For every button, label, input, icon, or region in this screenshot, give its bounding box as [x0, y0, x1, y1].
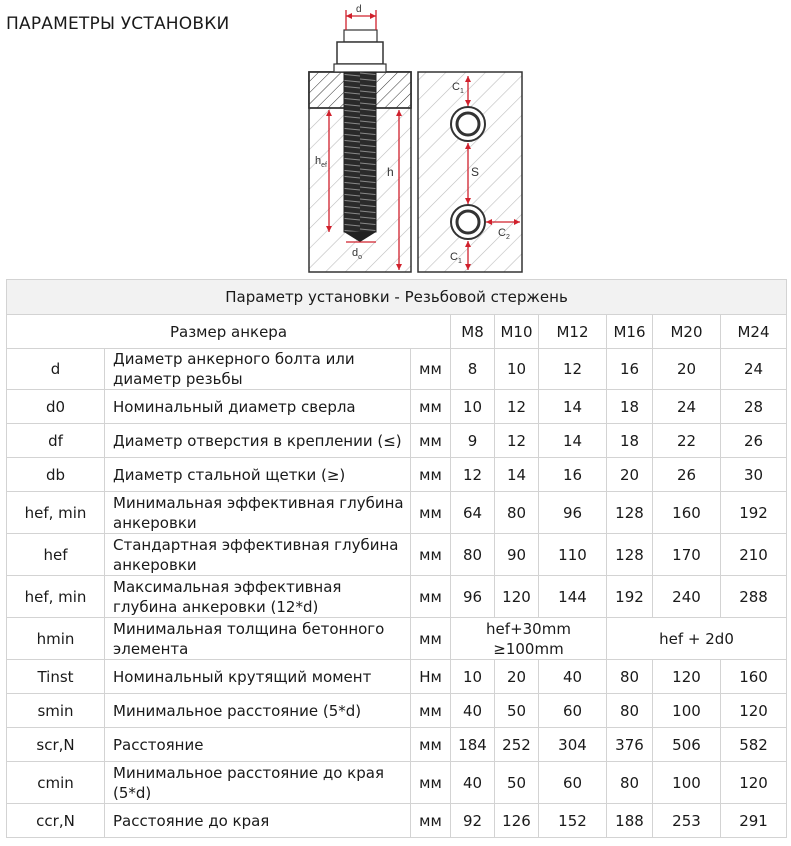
table-row [7, 804, 787, 838]
value-cell: 126 [495, 804, 539, 838]
value-cell: 22 [653, 424, 721, 458]
value-cell: 18 [607, 424, 653, 458]
row-symbol: ccr,N [7, 804, 105, 838]
value-cell: 80 [607, 660, 653, 694]
value-cell: 252 [495, 728, 539, 762]
table-row [7, 576, 787, 618]
value-cell: 26 [653, 458, 721, 492]
row-description: Минимальная толщина бетонного элемента [105, 618, 411, 660]
value-cell: 90 [495, 534, 539, 576]
value-cell: 160 [653, 492, 721, 534]
value-cell: 92 [451, 804, 495, 838]
hmin-small-value [451, 618, 607, 660]
value-cell: 120 [495, 576, 539, 618]
value-cell: 100 [653, 694, 721, 728]
value-cell: 582 [721, 728, 787, 762]
value-cell: 12 [495, 424, 539, 458]
value-cell: 288 [721, 576, 787, 618]
value-cell: 80 [495, 492, 539, 534]
row-unit: мм [411, 762, 451, 804]
row-description: Минимальное расстояние (5*d) [105, 694, 411, 728]
hmin-small-line1: hef+30mm [486, 619, 571, 638]
value-cell: 184 [451, 728, 495, 762]
row-symbol: hef [7, 534, 105, 576]
value-cell: 110 [539, 534, 607, 576]
row-description: Диаметр анкерного болта или диаметр резьбы [105, 349, 411, 390]
size-m8: M8 [451, 315, 495, 349]
table-row [7, 458, 787, 492]
size-m16: M16 [607, 315, 653, 349]
row-unit: мм [411, 694, 451, 728]
value-cell: 12 [495, 390, 539, 424]
row-unit: мм [411, 349, 451, 390]
row-symbol: scr,N [7, 728, 105, 762]
table-row [7, 390, 787, 424]
value-cell: 14 [539, 424, 607, 458]
row-description: Минимальное расстояние до края (5*d) [105, 762, 411, 804]
table-row [7, 534, 787, 576]
value-cell: 40 [451, 762, 495, 804]
table-row [7, 492, 787, 534]
size-m12: M12 [539, 315, 607, 349]
value-cell: 304 [539, 728, 607, 762]
value-cell: 210 [721, 534, 787, 576]
row-unit: мм [411, 424, 451, 458]
size-m24: M24 [721, 315, 787, 349]
row-symbol: cmin [7, 762, 105, 804]
value-cell: 40 [451, 694, 495, 728]
value-cell: 120 [721, 762, 787, 804]
value-cell: 160 [721, 660, 787, 694]
size-header-label: Размер анкера [7, 315, 451, 349]
value-cell: 8 [451, 349, 495, 390]
table-row [7, 660, 787, 694]
svg-text:d: d [356, 4, 362, 15]
value-cell: 18 [607, 390, 653, 424]
value-cell: 192 [721, 492, 787, 534]
value-cell: 506 [653, 728, 721, 762]
row-symbol: smin [7, 694, 105, 728]
value-cell: 120 [653, 660, 721, 694]
row-unit: мм [411, 458, 451, 492]
value-cell: 9 [451, 424, 495, 458]
value-cell: 60 [539, 694, 607, 728]
value-cell: 60 [539, 762, 607, 804]
row-symbol: hef, min [7, 492, 105, 534]
value-cell: 152 [539, 804, 607, 838]
svg-text:S: S [471, 165, 480, 179]
value-cell: 240 [653, 576, 721, 618]
value-cell: 64 [451, 492, 495, 534]
value-cell: 50 [495, 762, 539, 804]
value-cell: 12 [451, 458, 495, 492]
row-symbol: d [7, 349, 105, 390]
installation-diagram [300, 0, 540, 280]
table-row [7, 349, 787, 390]
value-cell: 100 [653, 762, 721, 804]
value-cell: 50 [495, 694, 539, 728]
row-unit: Нм [411, 660, 451, 694]
table-row [7, 728, 787, 762]
value-cell: 80 [607, 762, 653, 804]
value-cell: 96 [539, 492, 607, 534]
svg-text:C1: $C_1$ [450, 251, 462, 265]
row-description: Минимальная эффективная глубина анкеровки [105, 492, 411, 534]
svg-text:do: $d_o$ [352, 247, 363, 261]
value-cell: 14 [539, 390, 607, 424]
value-cell: 16 [607, 349, 653, 390]
size-header-row [7, 315, 787, 349]
value-cell: 80 [451, 534, 495, 576]
value-cell: 120 [721, 694, 787, 728]
row-unit: мм [411, 492, 451, 534]
row-symbol: df [7, 424, 105, 458]
page-title: ПАРАМЕТРЫ УСТАНОВКИ [6, 14, 230, 34]
value-cell: 12 [539, 349, 607, 390]
value-cell: 20 [495, 660, 539, 694]
row-unit: мм [411, 728, 451, 762]
row-unit: мм [411, 804, 451, 838]
value-cell: 128 [607, 492, 653, 534]
row-symbol: hmin [7, 618, 105, 660]
value-cell: 20 [653, 349, 721, 390]
value-cell: 40 [539, 660, 607, 694]
value-cell: 144 [539, 576, 607, 618]
svg-text:hef: $h_{ef}$ [315, 155, 327, 169]
value-cell: 30 [721, 458, 787, 492]
row-description: Стандартная эффективная глубина анкеровки [105, 534, 411, 576]
table-row [7, 424, 787, 458]
row-description: Номинальный диаметр сверла [105, 390, 411, 424]
value-cell: 28 [721, 390, 787, 424]
value-cell: 170 [653, 534, 721, 576]
table-row [7, 694, 787, 728]
value-cell: 291 [721, 804, 787, 838]
value-cell: 188 [607, 804, 653, 838]
value-cell: 14 [495, 458, 539, 492]
installation-parameters-table [6, 279, 787, 838]
row-unit: мм [411, 390, 451, 424]
value-cell: 128 [607, 534, 653, 576]
row-symbol: db [7, 458, 105, 492]
row-description: Диаметр отверстия в креплении (≤) [105, 424, 411, 458]
value-cell: 10 [451, 390, 495, 424]
value-cell: 24 [721, 349, 787, 390]
table-row [7, 618, 787, 660]
size-m10: M10 [495, 315, 539, 349]
section-view [309, 4, 411, 272]
svg-text:h: h [387, 165, 394, 179]
row-symbol: hef, min [7, 576, 105, 618]
row-description: Расстояние до края [105, 804, 411, 838]
row-symbol: Tinst [7, 660, 105, 694]
row-unit: мм [411, 618, 451, 660]
value-cell: 376 [607, 728, 653, 762]
hmin-large-value: hef + 2d0 [607, 618, 787, 660]
row-description: Диаметр стальной щетки (≥) [105, 458, 411, 492]
row-description: Максимальная эффективная глубина анкеровки (12*d) [105, 576, 411, 618]
size-m20: M20 [653, 315, 721, 349]
value-cell: 192 [607, 576, 653, 618]
value-cell: 16 [539, 458, 607, 492]
row-description: Номинальный крутящий момент [105, 660, 411, 694]
svg-text:C2: $C_2$ [498, 227, 510, 241]
row-description: Расстояние [105, 728, 411, 762]
hmin-small-line2: ≥100mm [493, 639, 564, 658]
row-unit: мм [411, 576, 451, 618]
value-cell: 26 [721, 424, 787, 458]
value-cell: 20 [607, 458, 653, 492]
value-cell: 10 [451, 660, 495, 694]
value-cell: 253 [653, 804, 721, 838]
value-cell: 10 [495, 349, 539, 390]
table-title: Параметр установки - Резьбовой стержень [7, 280, 787, 315]
row-symbol: d0 [7, 390, 105, 424]
value-cell: 24 [653, 390, 721, 424]
table-row [7, 762, 787, 804]
table-title-row [7, 280, 787, 315]
svg-text:C1: $C_1$ [452, 81, 464, 95]
row-unit: мм [411, 534, 451, 576]
value-cell: 80 [607, 694, 653, 728]
value-cell: 96 [451, 576, 495, 618]
top-view [418, 72, 522, 272]
